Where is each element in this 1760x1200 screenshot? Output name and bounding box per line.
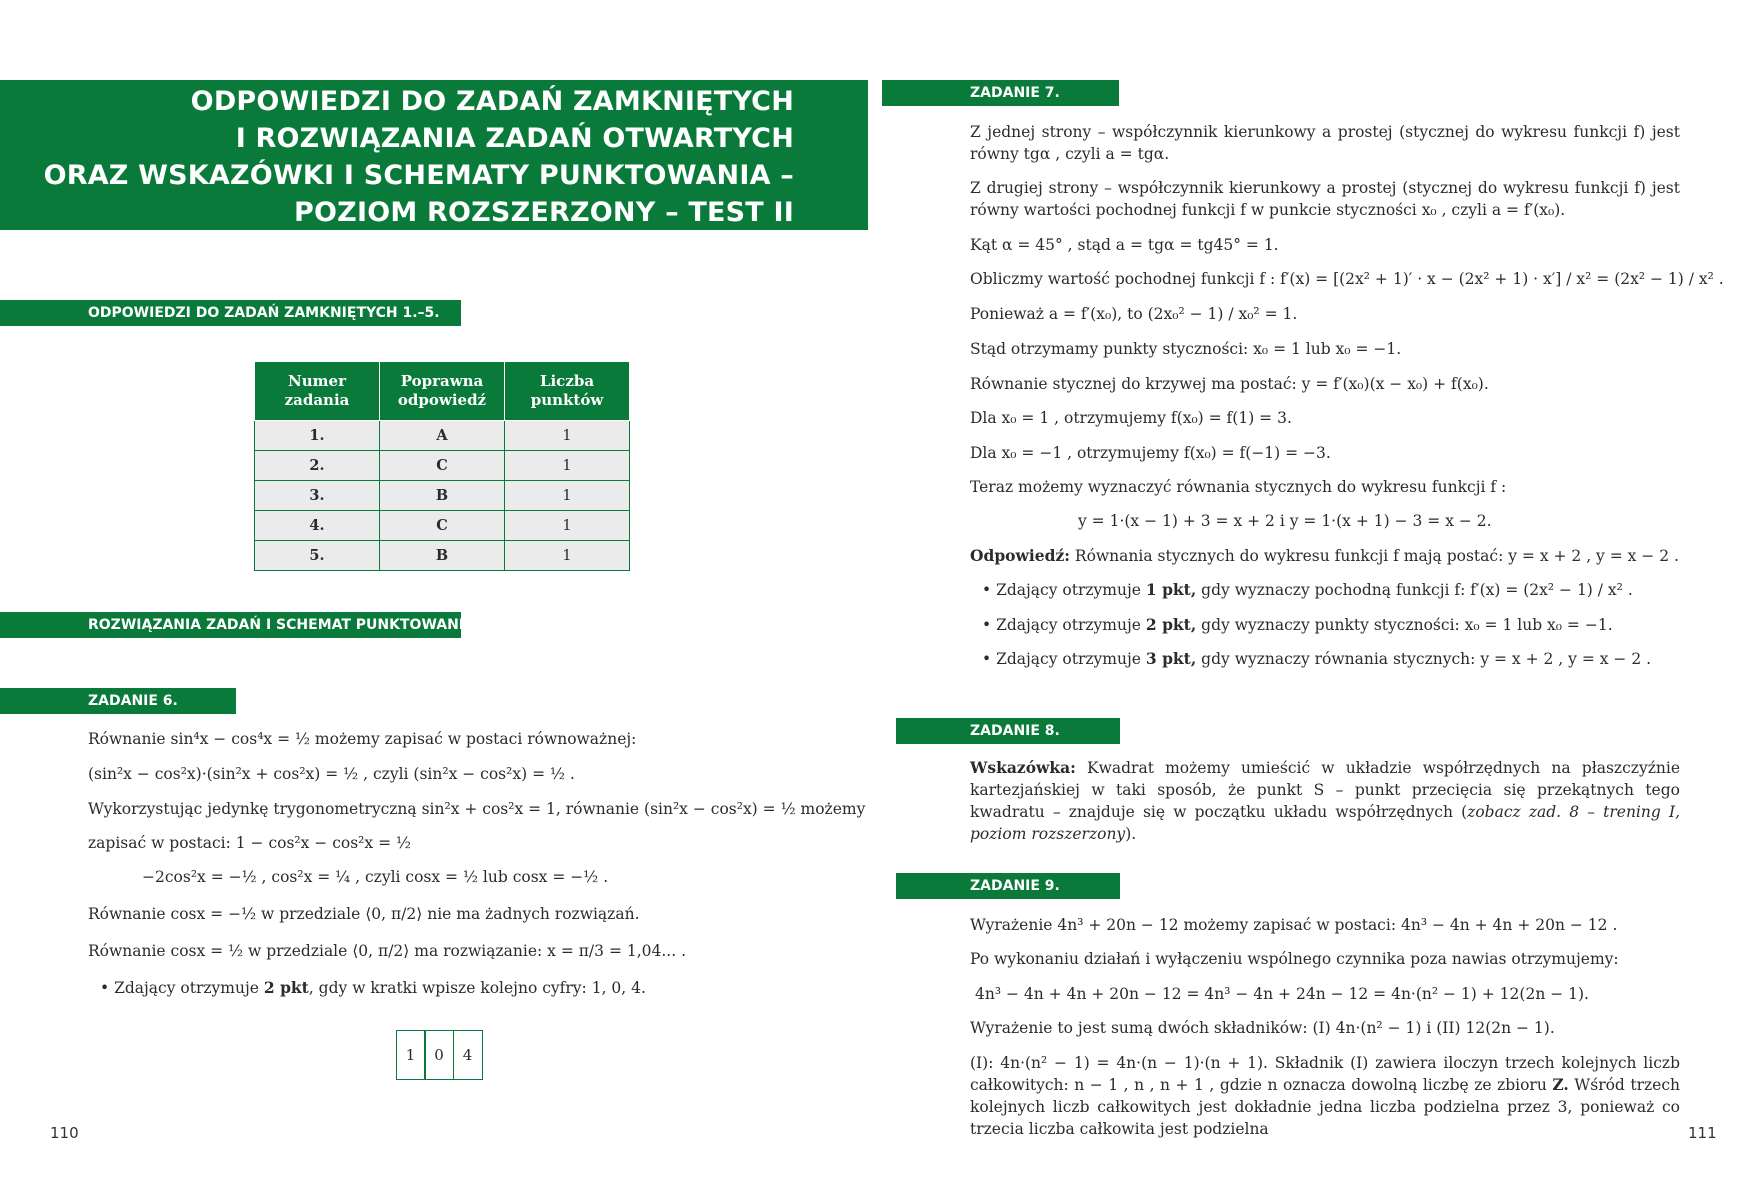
cell-points: 1 (505, 541, 630, 571)
hint-reference: zobacz zad. 8 – trening I, poziom rozszerzony (970, 803, 1680, 843)
task9-heading: ZADANIE 9. (896, 873, 1120, 899)
cell-points: 1 (505, 451, 630, 481)
task9-text: Wśród trzech kolejnych liczb całkowitych jest dokładnie jedna liczba podzielna przez 3, ponieważ co trzecia liczba całkowita jest podzielna (970, 1076, 1681, 1138)
open-solutions-heading: ROZWIĄZANIA ZADAŃ I SCHEMAT PUNKTOWANIA (0, 612, 461, 638)
cell-number: 4. (255, 511, 380, 541)
task7-answer (970, 545, 1679, 567)
col-header-points: Liczba punktów (505, 362, 630, 421)
task7-scoring-3 (982, 648, 1651, 670)
task6-line-3: Wykorzystując jedynkę trygonometryczną sin²x + cos²x = 1, równanie (sin²x − cos²x) = ½ możemy (88, 800, 866, 818)
scoring-points: 2 pkt, (1145, 615, 1197, 634)
scoring-text: • Zdający otrzymuje (100, 979, 264, 997)
task7-line-7: Równanie stycznej do krzywej ma postać: y = f′(x₀)(x − x₀) + f(x₀). (970, 375, 1489, 393)
cell-number: 2. (255, 451, 380, 481)
task7-line-5: Ponieważ a = f′(x₀), to (2x₀² − 1) / x₀² = 1. (970, 305, 1298, 323)
task7-scoring-1 (982, 579, 1633, 601)
title-line-4: POZIOM ROZSZERZONY – TEST II (294, 197, 794, 228)
task6-line-7: Równanie cosx = ½ w przedziale ⟨0, π/2⟩ ma rozwiązanie: x = π/3 = 1,04... . (88, 942, 686, 960)
scoring-points: 3 pkt, (1145, 649, 1197, 668)
task6-line-1: Równanie sin⁴x − cos⁴x = ½ możemy zapisać w postaci równoważnej: (88, 730, 637, 748)
answers-table (254, 361, 630, 571)
cell-answer: A (380, 421, 505, 451)
scoring-text: , gdy w kratki wpisze kolejno cyfry: 1, 0, 4. (308, 979, 646, 997)
task7-line-10: Teraz możemy wyznaczyć równania stycznych do wykresu funkcji f : (970, 478, 1507, 496)
task6-heading: ZADANIE 6. (0, 688, 236, 714)
closed-answers-heading: ODPOWIEDZI DO ZADAŃ ZAMKNIĘTYCH 1.–5. (0, 300, 461, 326)
scoring-text: gdy wyznaczy równania stycznych: y = x + 2 , y = x − 2 . (1196, 650, 1652, 668)
task8-heading: ZADANIE 8. (896, 718, 1120, 744)
task7-line-9: Dla x₀ = −1 , otrzymujemy f(x₀) = f(−1) = −3. (970, 444, 1331, 462)
task9-line-4: Wyrażenie to jest sumą dwóch składników: (I) 4n·(n² − 1) i (II) 12(2n − 1). (970, 1019, 1555, 1037)
task7-line-11: y = 1·(x − 1) + 3 = x + 2 i y = 1·(x + 1) − 3 = x − 2. (1078, 512, 1492, 530)
scoring-points: 2 pkt (263, 978, 309, 997)
cell-points: 1 (505, 481, 630, 511)
main-title (0, 80, 868, 230)
hint-label: Wskazówka: (970, 758, 1076, 777)
answer-box: 1 (396, 1030, 426, 1080)
table-row (255, 421, 630, 451)
answer-text: Równania stycznych do wykresu funkcji f mają postać: y = x + 2 , y = x − 2 . (1069, 547, 1679, 565)
page-number-left: 110 (50, 1124, 79, 1142)
cell-number: 3. (255, 481, 380, 511)
task7-heading: ZADANIE 7. (882, 80, 1119, 106)
task6-line-2: (sin²x − cos²x)·(sin²x + cos²x) = ½ , czyli (sin²x − cos²x) = ½ . (88, 765, 575, 783)
hint-text: Kwadrat możemy umieścić w układzie współrzędnych na płaszczyźnie kartezjańskiej w taki sposób, że punkt S – punkt przecięcia się przekątnych tego kwadratu – znajduje się w początku układu współrzędnych ( (970, 759, 1680, 821)
task7-line-4: Obliczmy wartość pochodnej funkcji f : f′(x) = [(2x² + 1)′ · x − (2x² + 1) · x′] / x² = (2x² − 1) / x² . (970, 270, 1724, 288)
table-row (255, 481, 630, 511)
task6-line-4: zapisać w postaci: 1 − cos²x − cos²x = ½ (88, 834, 412, 852)
title-line-3: ORAZ WSKAZÓWKI I SCHEMATY PUNKTOWANIA – (43, 160, 794, 191)
cell-answer: C (380, 451, 505, 481)
answer-box: 4 (453, 1030, 483, 1080)
scoring-text: gdy wyznaczy punkty styczności: x₀ = 1 lub x₀ = −1. (1196, 616, 1613, 634)
title-line-2: I ROZWIĄZANIA ZADAŃ OTWARTYCH (235, 123, 794, 154)
cell-answer: B (380, 481, 505, 511)
col-header-answer: Poprawna odpowiedź (380, 362, 505, 421)
title-line-1: ODPOWIEDZI DO ZADAŃ ZAMKNIĘTYCH (190, 86, 794, 117)
task7-line-8: Dla x₀ = 1 , otrzymujemy f(x₀) = f(1) = 3. (970, 409, 1292, 427)
cell-number: 5. (255, 541, 380, 571)
integers-symbol: Z. (1552, 1075, 1569, 1094)
task7-scoring-2 (982, 614, 1613, 636)
page-number-right: 111 (1688, 1124, 1717, 1142)
task9-line-3: 4n³ − 4n + 4n + 20n − 12 = 4n³ − 4n + 24n − 12 = 4n·(n² − 1) + 12(2n − 1). (975, 985, 1589, 1003)
task9-para-5 (970, 1052, 1680, 1140)
task8-hint (970, 757, 1680, 845)
task6-scoring (100, 977, 646, 999)
task6-line-6: Równanie cosx = −½ w przedziale ⟨0, π/2⟩ nie ma żadnych rozwiązań. (88, 905, 640, 923)
answer-label: Odpowiedź: (970, 546, 1070, 565)
table-row (255, 541, 630, 571)
cell-answer: C (380, 511, 505, 541)
task6-line-5: −2cos²x = −½ , cos²x = ¼ , czyli cosx = ½ lub cosx = −½ . (142, 868, 609, 886)
task9-text: (I): 4n·(n² − 1) = 4n·(n − 1)·(n + 1). Składnik (I) zawiera iloczyn trzech kolejnych liczb całkowitych: n − 1 , n , n + 1 , gdzie n oznacza dowolną liczbę ze zbioru (970, 1054, 1680, 1094)
col-header-number: Numer zadania (255, 362, 380, 421)
cell-points: 1 (505, 511, 630, 541)
scoring-text: • Zdający otrzymuje (982, 581, 1146, 599)
task7-para-2: Z drugiej strony – współczynnik kierunkowy a prostej (stycznej do wykresu funkcji f) jest równy wartości pochodnej funkcji f w punkcie styczności x₀ , czyli a = f′(x₀). (970, 179, 1680, 219)
table-row (255, 511, 630, 541)
task9-line-2: Po wykonaniu działań i wyłączeniu wspólnego czynnika poza nawias otrzymujemy: (970, 950, 1619, 968)
task7-line-6: Stąd otrzymamy punkty styczności: x₀ = 1 lub x₀ = −1. (970, 340, 1402, 358)
answer-boxes (397, 1030, 483, 1080)
task7-para-1: Z jednej strony – współczynnik kierunkowy a prostej (stycznej do wykresu funkcji f) jest równy tgα , czyli a = tgα. (970, 123, 1680, 163)
scoring-text: • Zdający otrzymuje (982, 650, 1146, 668)
scoring-points: 1 pkt, (1145, 580, 1197, 599)
scoring-text: • Zdający otrzymuje (982, 616, 1146, 634)
task7-line-3: Kąt α = 45° , stąd a = tgα = tg45° = 1. (970, 236, 1279, 254)
hint-text: ). (1125, 825, 1137, 843)
scoring-text: gdy wyznaczy pochodną funkcji f: f′(x) = (2x² − 1) / x² . (1196, 581, 1633, 599)
cell-points: 1 (505, 421, 630, 451)
cell-answer: B (380, 541, 505, 571)
cell-number: 1. (255, 421, 380, 451)
task9-line-1: Wyrażenie 4n³ + 20n − 12 możemy zapisać w postaci: 4n³ − 4n + 4n + 20n − 12 . (970, 916, 1618, 934)
answer-box: 0 (424, 1030, 454, 1080)
table-row (255, 451, 630, 481)
